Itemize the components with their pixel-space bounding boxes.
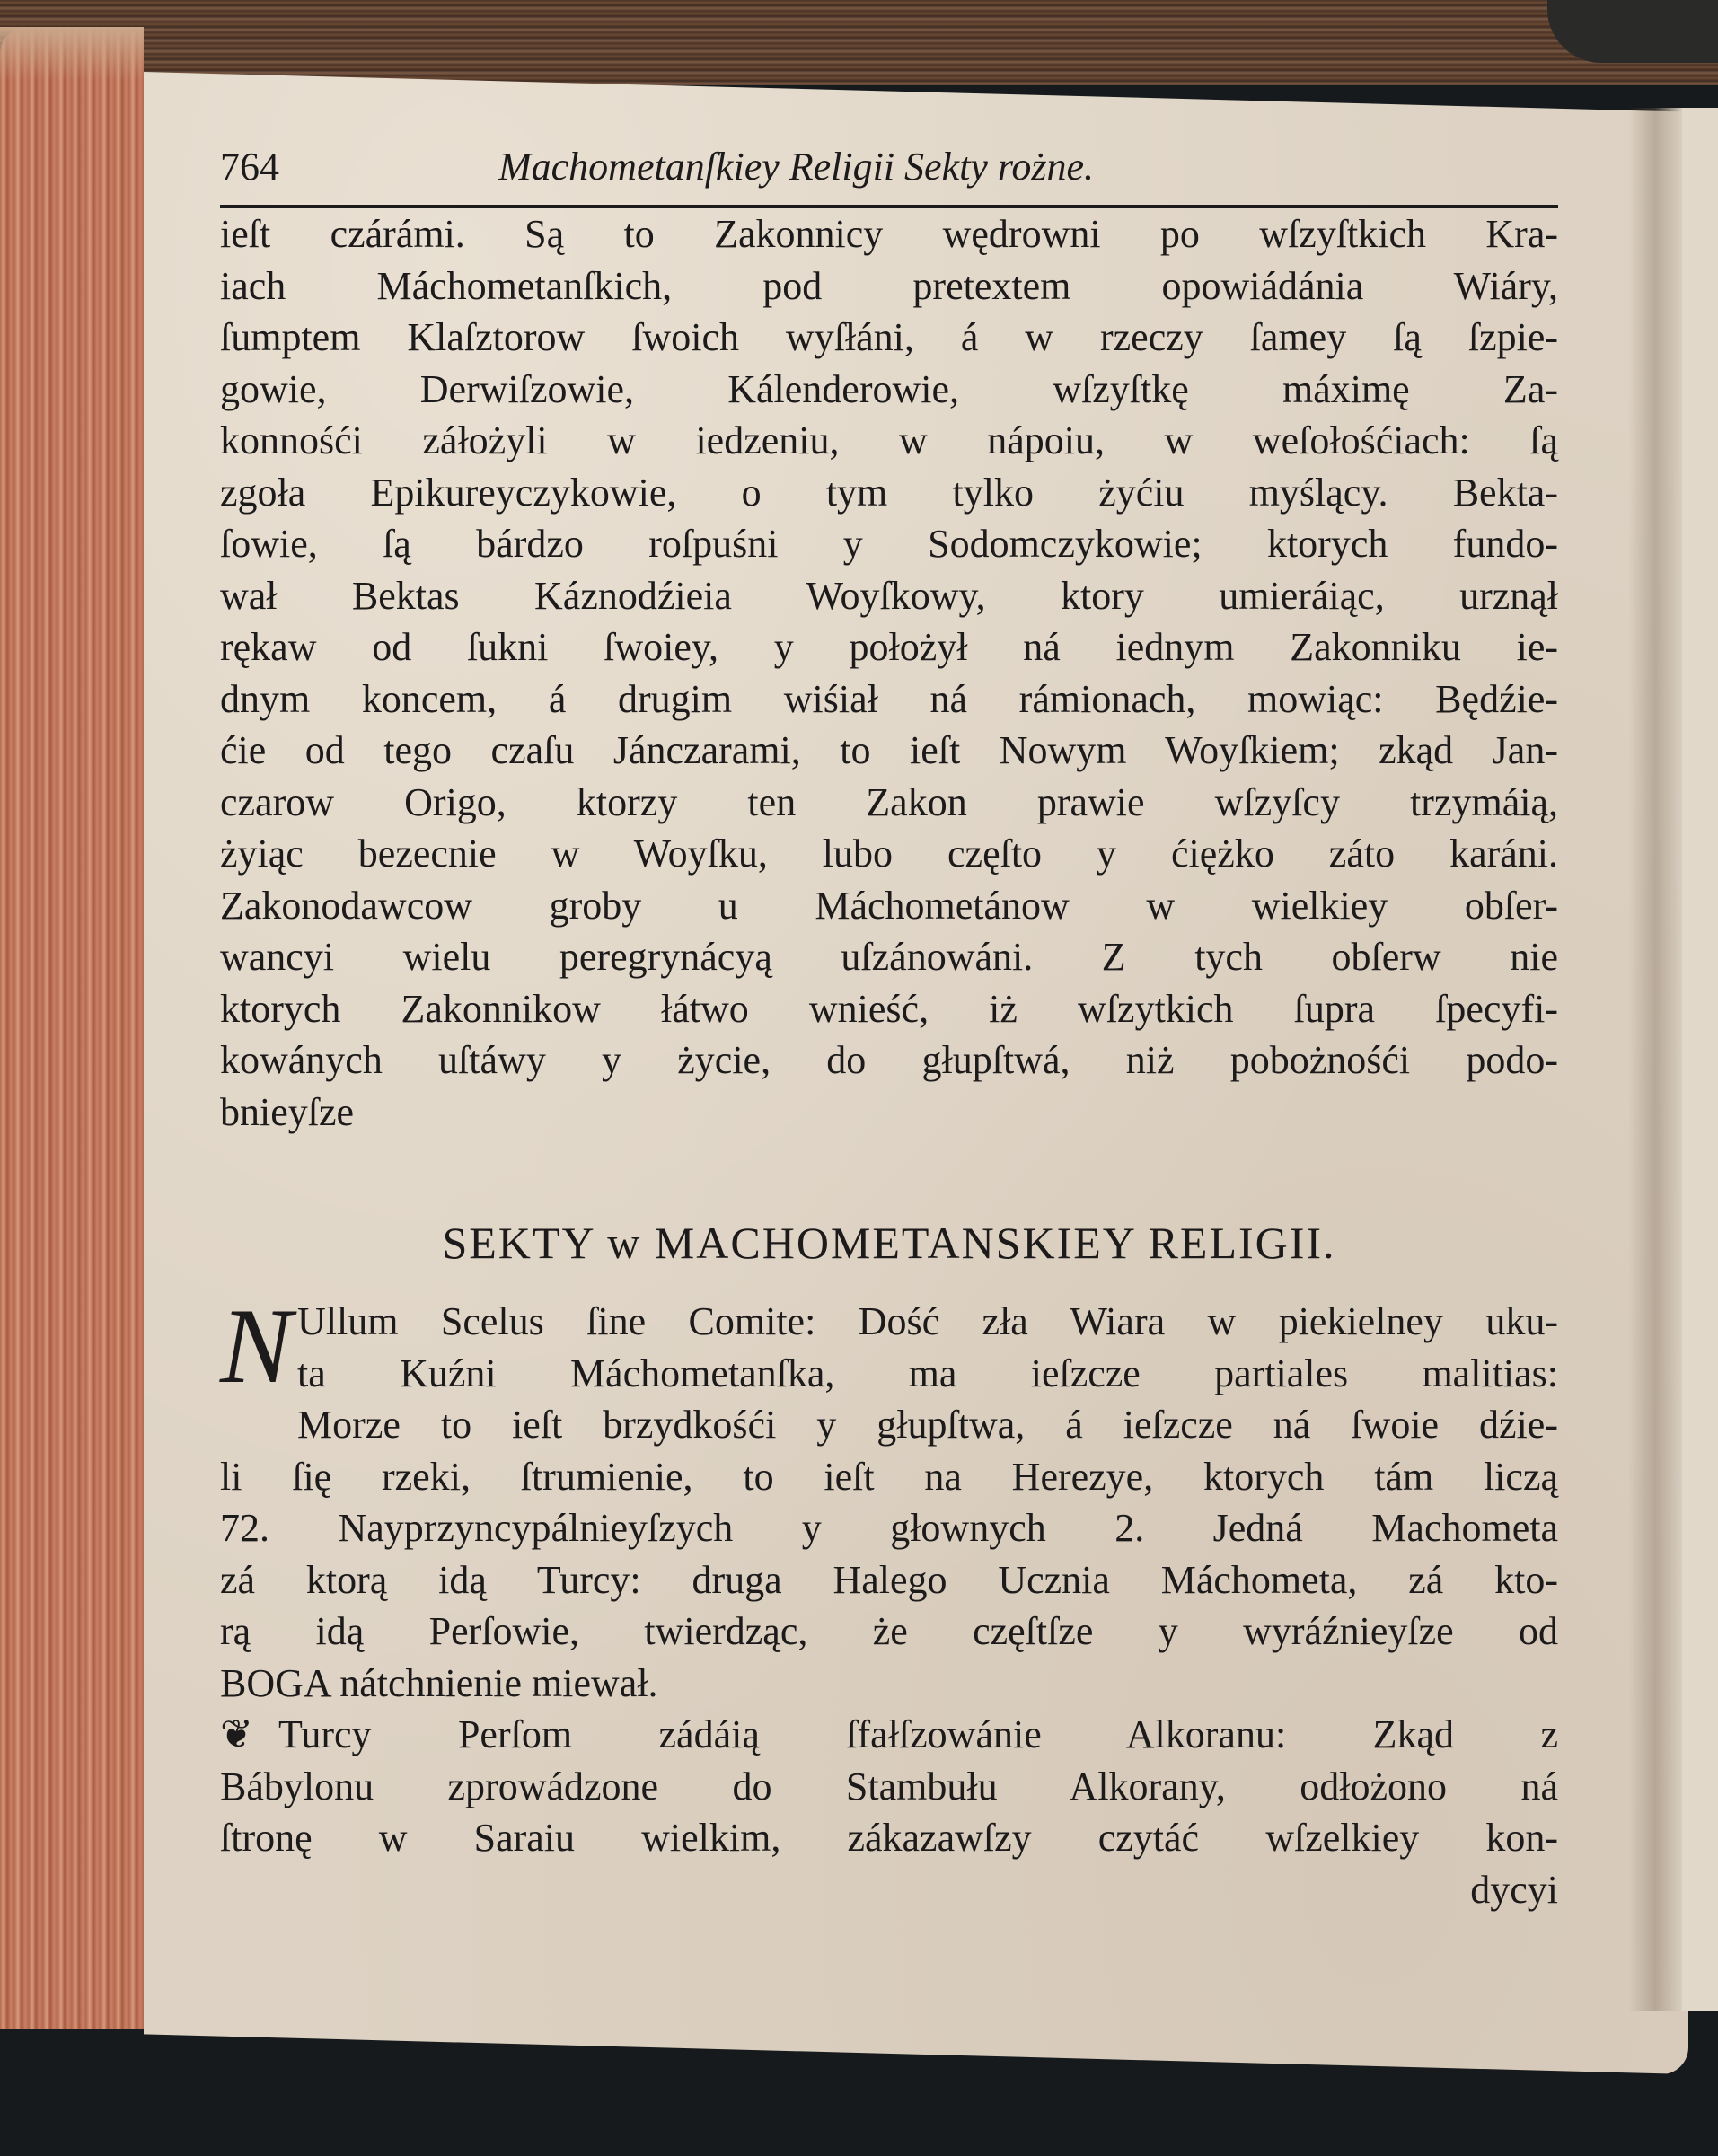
text-line: ſumptem Klaſztorow ſwoich wyſłáni, á w rzeczy ſamey ſą ſzpie- — [220, 315, 1558, 359]
text-line: ieſt czárámi. Są to Zakonnicy wędrowni po wſzyſtkich Kra- — [220, 212, 1558, 256]
text-line: wał Bektas Káznodźieia Woyſkowy, ktory umieráiąc, urznął — [220, 573, 1558, 618]
text-line: zá ktorą idą Turcy: druga Halego Ucznia Máchometa, zá kto- — [220, 1557, 1558, 1602]
text-line: iach Máchometanſkich, pod pretextem opowiádánia Wiáry, — [220, 263, 1558, 308]
text-line: Ullum Scelus ſine Comite: Dość zła Wiara w piekielney uku- — [297, 1299, 1558, 1343]
text-line: ktorych Zakonnikow łátwo wnieść, iż wſzytkich ſupra ſpecyfi- — [220, 986, 1558, 1031]
text-line: wancyi wielu peregrynácyą uſzánowáni. Z tych obſerw nie — [220, 935, 1558, 979]
text-line: ta Kuźni Máchometanſka, ma ieſzcze partiales malitias: — [297, 1351, 1558, 1395]
text-line: rękaw od ſukni ſwoiey, y położył ná iednym Zakonniku ie- — [220, 625, 1558, 669]
text-line: bnieyſze — [220, 1089, 355, 1134]
text-line: Bábylonu zprowádzone do Stambułu Alkorany, odłożono ná — [220, 1764, 1558, 1808]
text-line: ćie od tego czaſu Jánczarami, to ieſt Nowym Woyſkiem; zkąd Jan- — [220, 728, 1558, 772]
text-line: dnym koncem, á drugim wiśiał ná rámionach, mowiąc: Będźie- — [220, 676, 1558, 721]
text-line-content: Turcy Perſom zádáią ſfałſzowánie Alkoranu: Zkąd z — [278, 1712, 1558, 1756]
catchword: dycyi — [1470, 1867, 1558, 1912]
running-head — [220, 144, 1558, 208]
text-line: czarow Origo, ktorzy ten Zakon prawie wſzyſcy trzymáią, — [220, 779, 1558, 824]
section-heading: SEKTY w MACHOMETANSKIEY RELIGII. — [442, 1218, 1336, 1268]
page-content — [220, 144, 1558, 1915]
text-line: zgoła Epikureyczykowie, o tym tylko żyćiu myślący. Bekta- — [220, 470, 1558, 515]
facing-page-edge — [1682, 108, 1718, 2011]
text-line: li ſię rzeki, ſtrumienie, to ieſt na Herezye, ktorych tám liczą — [220, 1454, 1558, 1499]
text-line: Morze to ieſt brzydkośći y głupſtwa, á ieſzcze ná ſwoie dźie- — [297, 1403, 1558, 1447]
text-line: BOGA nátchnienie miewał. — [220, 1660, 658, 1705]
paragraph-2 — [220, 1286, 1558, 1709]
book-fore-edge — [0, 27, 144, 2029]
text-line: ſowie, ſą bárdzo roſpuśni y Sodomczykowie; ktorych fundo- — [220, 522, 1558, 566]
running-head-title: Machometanſkiey Religii Sekty rożne. — [498, 145, 1095, 189]
page-number: 764 — [220, 145, 279, 189]
drop-cap: N — [220, 1286, 293, 1405]
page-gutter-shadow — [1628, 108, 1682, 2011]
text-line: 72. Nayprzyncypálnieyſzych y głownych 2. Jedná Machometa — [220, 1506, 1558, 1550]
paragraph-1 — [220, 208, 1558, 1138]
text-line — [220, 1709, 1558, 1761]
text-line: rą idą Perſowie, twierdząc, że częſtſze y wyráźnieyſze od — [220, 1609, 1558, 1653]
ornament-icon: ❦ — [220, 1712, 250, 1756]
book-top-edge — [0, 0, 1718, 85]
text-line: żyiąc bezecnie w Woyſku, lubo częſto y ćiężko záto karáni. — [220, 832, 1558, 876]
text-line: gowie, Derwiſzowie, Kálenderowie, wſzyſtkę máximę Za- — [220, 366, 1558, 411]
text-line: konnośći záłożyli w iedzeniu, w nápoiu, w weſołośćiach: ſą — [220, 418, 1558, 462]
scan-background-corner — [1547, 0, 1718, 63]
text-line: kowánych uſtáwy y życie, do głupſtwá, niż pobożnośći podo- — [220, 1038, 1558, 1082]
text-line: Zakonodawcow groby u Máchometánow w wielkiey obſer- — [220, 883, 1558, 928]
text-line: ſtronę w Saraiu wielkim, zákazawſzy czytáć wſzelkiey kon- — [220, 1816, 1558, 1860]
paragraph-3 — [220, 1709, 1558, 1864]
